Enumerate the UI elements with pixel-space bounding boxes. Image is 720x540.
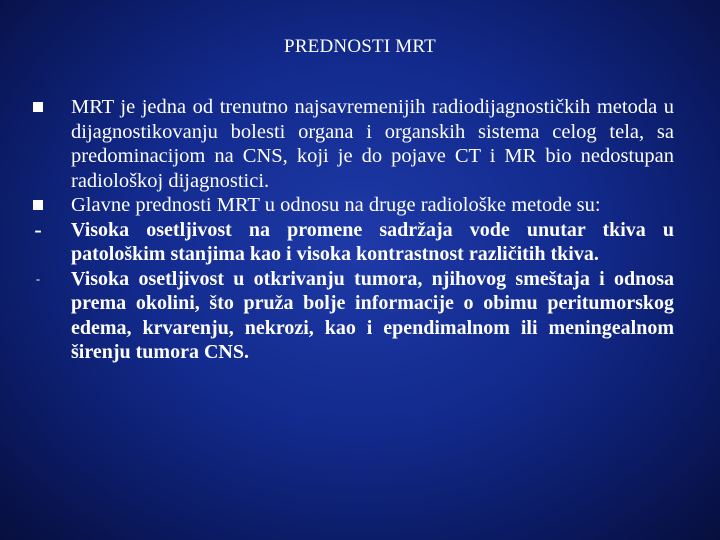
list-item-text: Glavne prednosti MRT u odnosu na druge radiološke metode su: <box>71 194 601 216</box>
list-item-text: Visoka osetljivost u otkrivanju tumora, njihovog smeštaja i odnosa prema okolini, što pruža bolje informacije o obimu peritumorskog edema, krvarenju, nekrozi, kao i ependimalnom ili meningealnom širenju tumora CNS. <box>71 267 674 363</box>
bullet-list <box>29 95 674 365</box>
list-item <box>29 267 674 365</box>
list-item <box>29 95 674 193</box>
list-item-text: Visoka osetljivost na promene sadržaja vode unutar tkiva u patološkim stanjima kao i visoka kontrastnost različitih tkiva. <box>71 218 674 265</box>
dash-bullet: - <box>34 216 42 242</box>
list-item <box>29 218 674 267</box>
slide-title: PREDNOSTI MRT <box>284 36 436 57</box>
dash-bullet: - <box>36 271 40 286</box>
list-item <box>29 193 674 218</box>
square-bullet-icon <box>29 193 59 217</box>
list-item-text: MRT je jedna od trenutno najsavremenijih radiodijagnostičkih metoda u dijagnostikovanju bolesti organa i organskih sistema celog tela, sa predominacijom na CNS, koji je do pojave CT i MR bio nedostupan radiološkoj dijagnostici. <box>71 96 674 192</box>
square-bullet-icon <box>29 95 59 119</box>
